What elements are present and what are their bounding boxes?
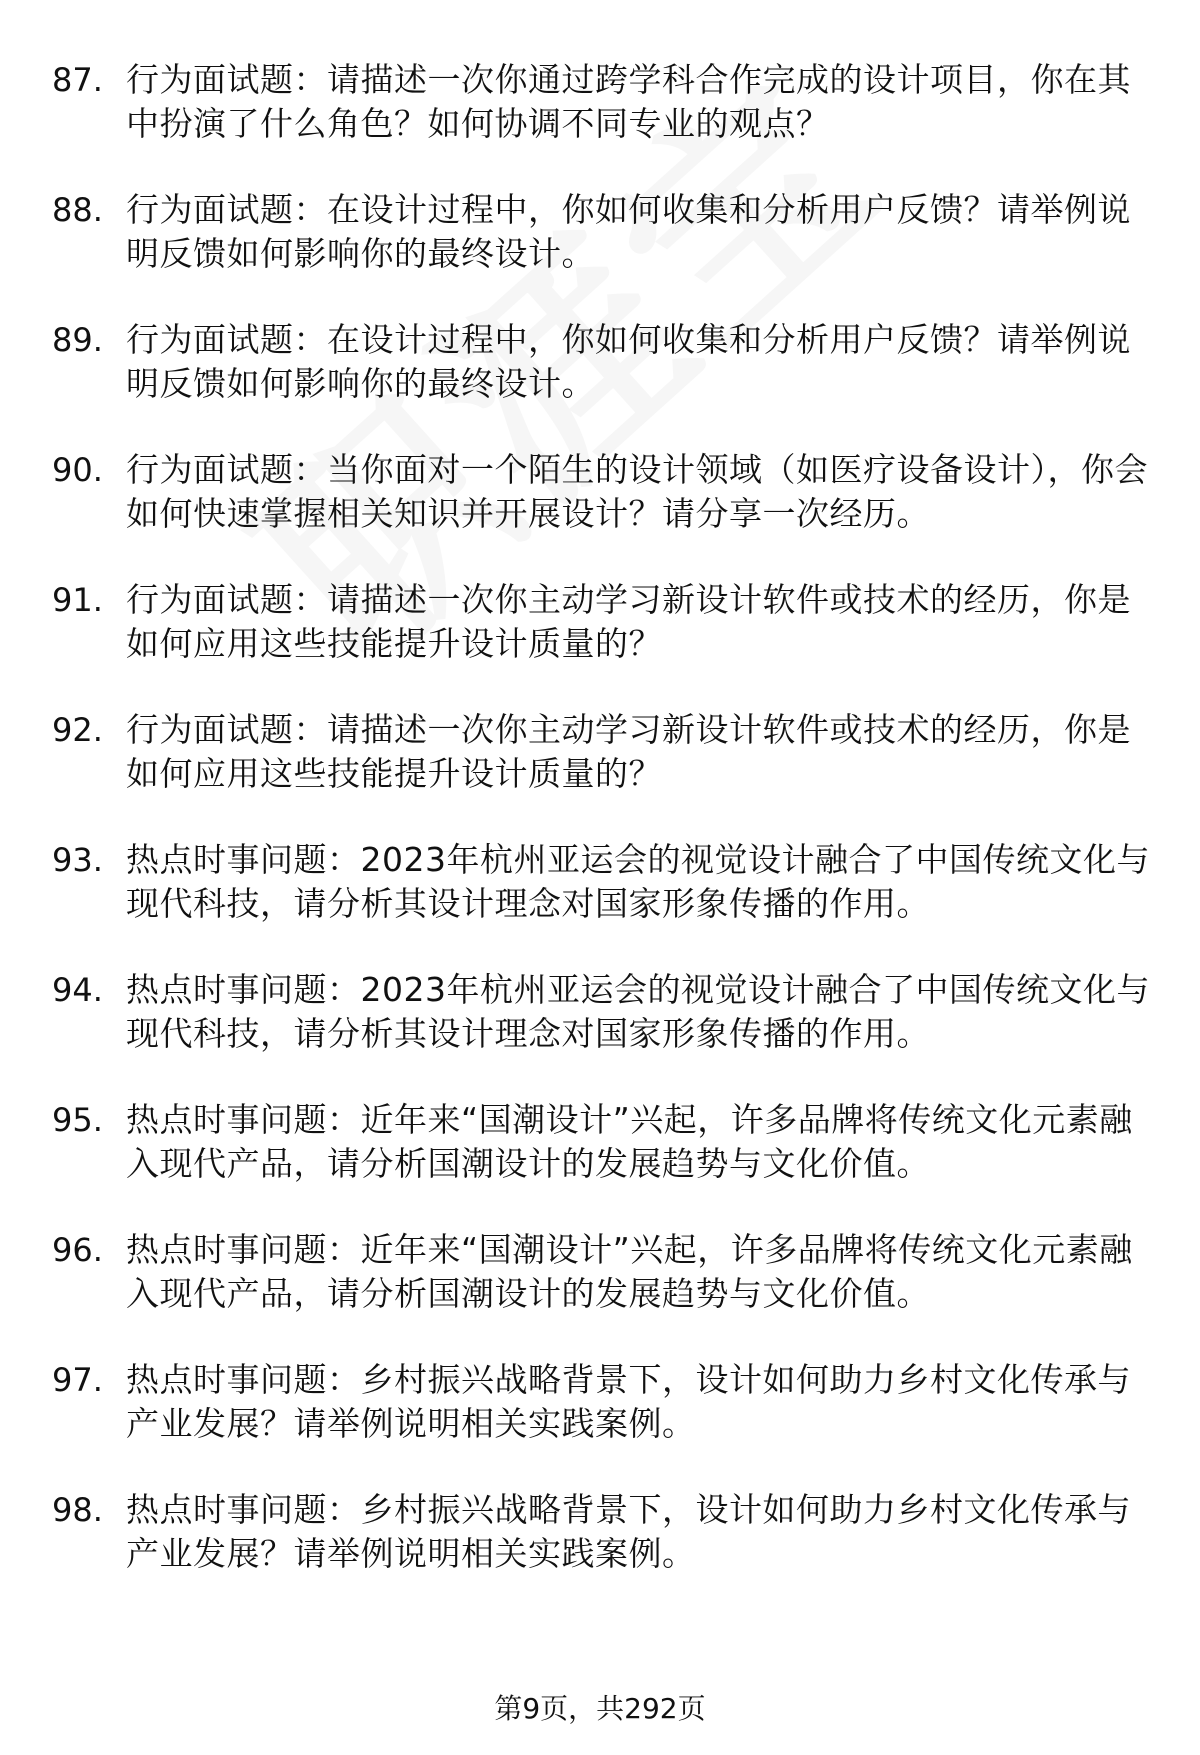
question-number: 88. xyxy=(52,191,103,229)
list-item xyxy=(52,448,1162,536)
list-item xyxy=(52,188,1162,276)
list-item xyxy=(52,1098,1162,1186)
question-text: 行为面试题：在设计过程中，你如何收集和分析用户反馈？请举例说明反馈如何影响你的最终设计。 xyxy=(126,320,1131,403)
question-number: 93. xyxy=(52,841,103,879)
question-text: 热点时事问题：近年来“国潮设计”兴起，许多品牌将传统文化元素融入现代产品，请分析国潮设计的发展趋势与文化价值。 xyxy=(126,1230,1133,1313)
question-number: 98. xyxy=(52,1491,103,1529)
list-item xyxy=(52,838,1162,926)
list-item xyxy=(52,708,1162,796)
list-item xyxy=(52,58,1162,146)
question-number: 96. xyxy=(52,1231,103,1269)
question-text: 行为面试题：请描述一次你主动学习新设计软件或技术的经历，你是如何应用这些技能提升设计质量的？ xyxy=(126,580,1131,663)
question-number: 91. xyxy=(52,581,103,619)
question-text: 行为面试题：在设计过程中，你如何收集和分析用户反馈？请举例说明反馈如何影响你的最终设计。 xyxy=(126,190,1131,273)
list-item xyxy=(52,1228,1162,1316)
list-item xyxy=(52,1358,1162,1446)
question-number: 97. xyxy=(52,1361,103,1399)
question-number: 95. xyxy=(52,1101,103,1139)
question-text: 热点时事问题：近年来“国潮设计”兴起，许多品牌将传统文化元素融入现代产品，请分析国潮设计的发展趋势与文化价值。 xyxy=(126,1100,1133,1183)
list-item xyxy=(52,578,1162,666)
question-text: 行为面试题：请描述一次你通过跨学科合作完成的设计项目，你在其中扮演了什么角色？如何协调不同专业的观点？ xyxy=(126,60,1131,143)
page-footer xyxy=(0,1691,1200,1727)
question-number: 87. xyxy=(52,61,103,99)
question-text: 热点时事问题：2023年杭州亚运会的视觉设计融合了中国传统文化与现代科技，请分析其设计理念对国家形象传播的作用。 xyxy=(126,840,1150,923)
list-item xyxy=(52,968,1162,1056)
question-text: 行为面试题：当你面对一个陌生的设计领域（如医疗设备设计），你会如何快速掌握相关知识并开展设计？请分享一次经历。 xyxy=(126,450,1148,533)
question-text: 热点时事问题：乡村振兴战略背景下，设计如何助力乡村文化传承与产业发展？请举例说明相关实践案例。 xyxy=(126,1490,1131,1573)
list-item xyxy=(52,1488,1162,1576)
page-number-label: 第9页，共292页 xyxy=(494,1692,706,1725)
question-number: 94. xyxy=(52,971,103,1009)
list-item xyxy=(52,318,1162,406)
question-number: 89. xyxy=(52,321,103,359)
question-text: 热点时事问题：2023年杭州亚运会的视觉设计融合了中国传统文化与现代科技，请分析其设计理念对国家形象传播的作用。 xyxy=(126,970,1150,1053)
question-text: 行为面试题：请描述一次你主动学习新设计软件或技术的经历，你是如何应用这些技能提升设计质量的？ xyxy=(126,710,1131,793)
question-number: 90. xyxy=(52,451,103,489)
question-list xyxy=(52,58,1162,1618)
question-number: 92. xyxy=(52,711,103,749)
question-text: 热点时事问题：乡村振兴战略背景下，设计如何助力乡村文化传承与产业发展？请举例说明相关实践案例。 xyxy=(126,1360,1131,1443)
